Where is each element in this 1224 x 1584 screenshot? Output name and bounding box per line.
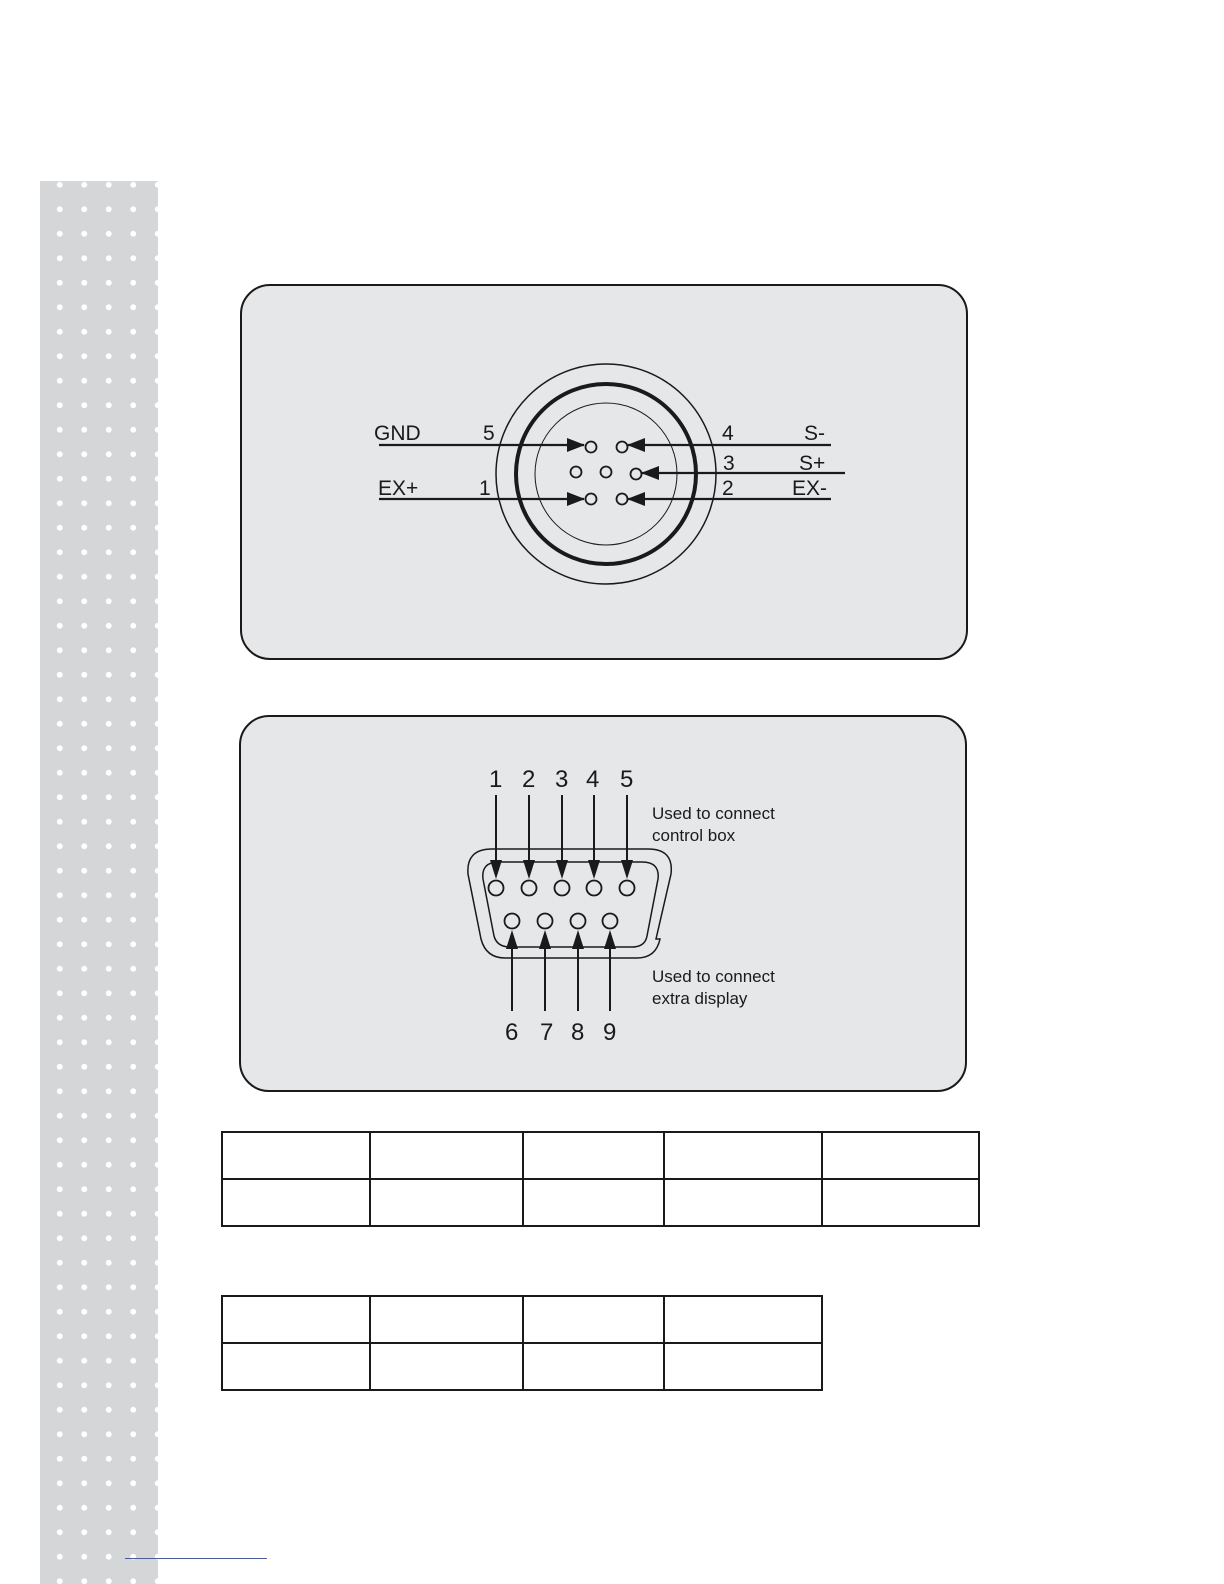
connector-pin-holes: [571, 442, 642, 505]
db9-label-5: 5: [620, 766, 634, 793]
footer-link-underline[interactable]: [125, 1558, 267, 1559]
db9-pin-8: [571, 914, 586, 929]
table-cell: [370, 1132, 523, 1179]
db9-label-2: 2: [522, 766, 536, 793]
db9-arrowheads: [490, 860, 633, 949]
db9-label-6: 6: [505, 1019, 519, 1046]
table-row: [222, 1132, 979, 1179]
table-cell: [370, 1343, 523, 1390]
db9-pin-6: [505, 914, 520, 929]
pin-hole-4: [617, 442, 628, 453]
pin-hole-1: [586, 494, 597, 505]
table-cell: [222, 1343, 370, 1390]
signal-label-s-minus: S-: [804, 422, 825, 445]
db9-notes: [652, 804, 775, 1008]
db9-pin-5: [620, 881, 635, 896]
db9-leader-lines: [496, 795, 627, 1011]
db9-connector-panel: [239, 715, 967, 1092]
db9-pin-3: [555, 881, 570, 896]
table-cell: [370, 1179, 523, 1226]
table-cell: [664, 1296, 822, 1343]
pin-labels: [374, 422, 827, 500]
db9-inner-shell: [483, 862, 658, 947]
decorative-dotted-side-strip: [40, 181, 158, 1584]
pin-number-1: 1: [479, 477, 491, 500]
pin-hole-center-left: [571, 467, 582, 478]
db9-label-4: 4: [586, 766, 600, 793]
table-row: [222, 1179, 979, 1226]
table-cell: [222, 1132, 370, 1179]
signal-label-ex-minus: EX-: [792, 477, 828, 500]
pin-hole-3: [631, 469, 642, 480]
note-control-box-line2: control box: [652, 826, 736, 845]
db9-pin-holes: [489, 881, 635, 929]
db9-pin-4: [587, 881, 602, 896]
table-row: [222, 1296, 822, 1343]
signal-label-ex-plus: EX+: [378, 477, 419, 500]
db9-pin-7: [538, 914, 553, 929]
db9-connector-diagram: [241, 717, 969, 1094]
db9-pin-9: [603, 914, 618, 929]
table-cell: [822, 1179, 979, 1226]
note-extra-display-line2: extra display: [652, 989, 748, 1008]
table-cell: [523, 1343, 664, 1390]
round-connector-diagram: [242, 286, 970, 662]
pin-number-5: 5: [483, 422, 495, 445]
note-extra-display-line1: Used to connect: [652, 967, 775, 986]
table-cell: [370, 1296, 523, 1343]
pin-hole-2: [617, 494, 628, 505]
pin-assignment-table-round: [221, 1131, 980, 1227]
pin-assignment-table-db9: [221, 1295, 823, 1391]
db9-label-3: 3: [555, 766, 569, 793]
db9-label-9: 9: [603, 1019, 617, 1046]
table-cell: [523, 1296, 664, 1343]
pin-hole-5: [586, 442, 597, 453]
table-cell: [664, 1179, 822, 1226]
pin-number-2: 2: [722, 477, 734, 500]
table-cell: [664, 1343, 822, 1390]
table-cell: [222, 1296, 370, 1343]
table-cell: [664, 1132, 822, 1179]
signal-label-gnd: GND: [374, 422, 421, 445]
pin-number-4: 4: [722, 422, 734, 445]
db9-label-7: 7: [540, 1019, 554, 1046]
table-cell: [523, 1132, 664, 1179]
table-cell: [222, 1179, 370, 1226]
db9-pin-1: [489, 881, 504, 896]
pin-number-3: 3: [723, 452, 735, 475]
table-row: [222, 1343, 822, 1390]
round-connector-panel: [240, 284, 968, 660]
table-cell: [822, 1132, 979, 1179]
note-control-box-line1: Used to connect: [652, 804, 775, 823]
pin-hole-center: [601, 467, 612, 478]
table-cell: [523, 1179, 664, 1226]
db9-label-1: 1: [489, 766, 503, 793]
db9-pin-2: [522, 881, 537, 896]
db9-label-8: 8: [571, 1019, 585, 1046]
signal-label-s-plus: S+: [799, 452, 826, 475]
